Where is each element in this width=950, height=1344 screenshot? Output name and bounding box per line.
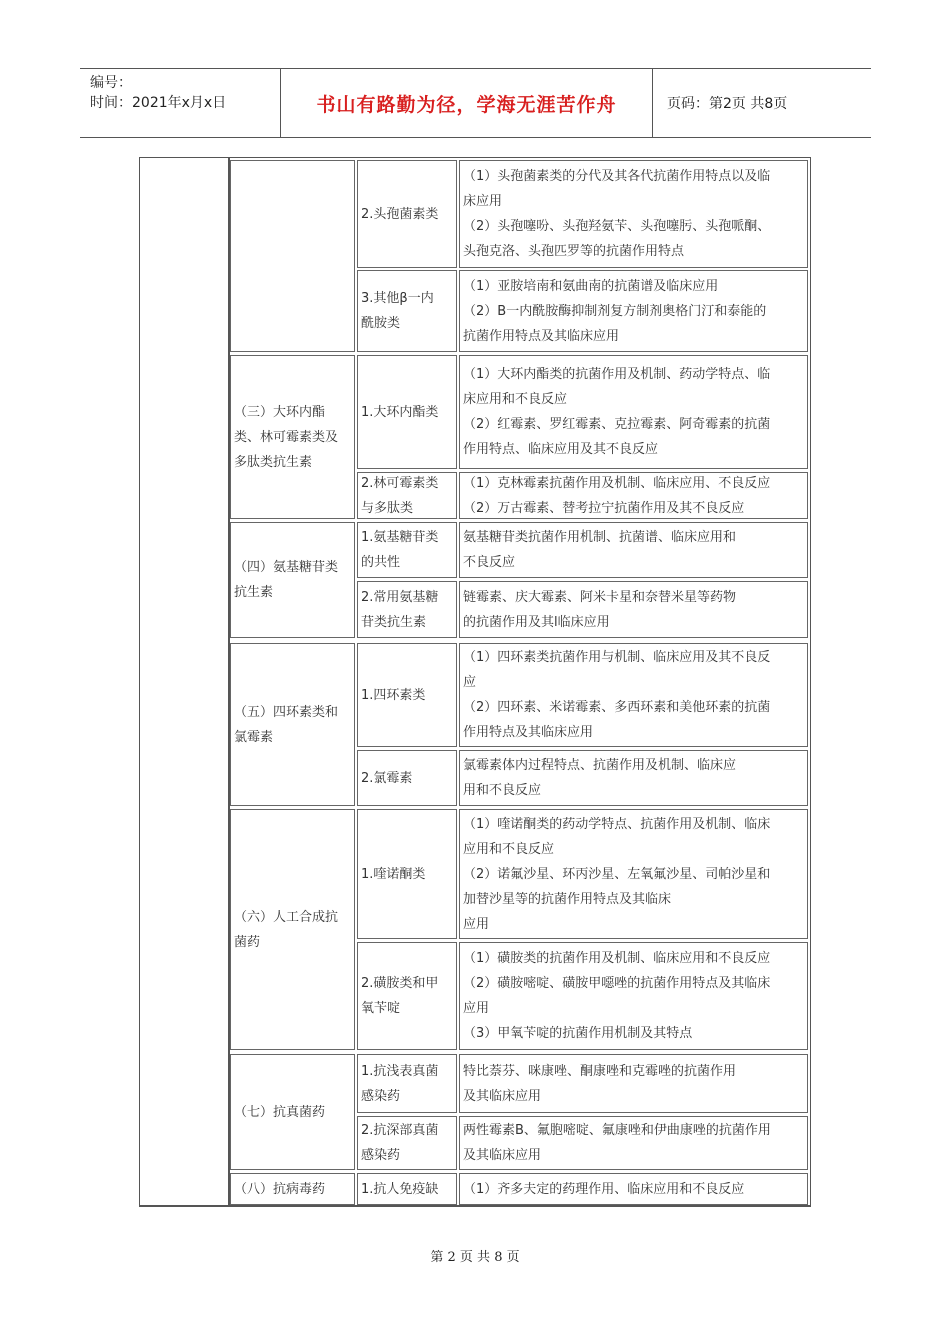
item-content-line: 两性霉素B、氟胞嘧啶、氟康唑和伊曲康唑的抗菌作用 [463, 1123, 771, 1138]
group-title-line: 抗生素 [234, 585, 274, 600]
item-content [459, 355, 808, 469]
item-content-text [463, 1059, 736, 1109]
group-title [230, 160, 355, 352]
item-content-line: 及其临床应用 [463, 1148, 542, 1163]
item-content-text [463, 1177, 744, 1202]
item-content-line: 应用和不良反应 [463, 841, 555, 857]
item-content-line: （1）四环素类抗菌作用与机制、临床应用及其不良反 [463, 650, 771, 665]
item-content-text [463, 753, 736, 803]
item-label-line: 2.常用氨基糖 [361, 589, 439, 605]
item-content-line: （2）B一内酰胺酶抑制剂复方制剂奥格门汀和泰能的 [463, 303, 767, 319]
item-content [459, 1116, 808, 1170]
item-content-line: 氨基糖苷类抗菌作用机制、抗菌谱、临床应用和 [463, 530, 737, 545]
item-label [357, 1054, 457, 1113]
group-title [230, 1054, 355, 1170]
item-content-line: 特比萘芬、咪康唑、酮康唑和克霉唑的抗菌作用 [463, 1063, 737, 1079]
item-content-line: 用和不良反应 [463, 783, 542, 798]
code-label: 编号： [90, 75, 132, 91]
item-content [459, 581, 808, 638]
item-content-text [463, 471, 770, 521]
group-title-line: （八）抗病毒药 [234, 1181, 326, 1197]
item-label-line: 苷类抗生素 [361, 614, 427, 630]
group-title-line: 菌药 [234, 934, 261, 950]
syllabus-table [139, 157, 811, 1207]
item-content-line: 作用特点、临床应用及其不良反应 [463, 442, 659, 457]
group-title [230, 355, 355, 519]
item-label-line: 感染药 [361, 1148, 401, 1163]
item-content-line: （2）四环素、米诺霉素、多西环素和美他环素的抗菌 [463, 700, 771, 715]
item-label [357, 355, 457, 469]
group-title [230, 1173, 355, 1205]
item-label-line: 与多肽类 [361, 500, 414, 516]
group-title-line: 多肽类抗生素 [234, 454, 313, 470]
item-label-line: 酰胺类 [361, 316, 401, 331]
group-title-line: 类、林可霉素类及 [234, 429, 339, 445]
item-content-line: 应用 [463, 916, 490, 932]
item-content-line: （1）亚胺培南和氨曲南的抗菌谱及临床应用 [463, 278, 719, 294]
group-title [230, 643, 355, 806]
group-title-text [234, 1100, 325, 1125]
item-content [459, 942, 808, 1050]
group-title-text [234, 400, 338, 475]
item-content-line: 的抗菌作用及其l临床应用 [463, 614, 610, 630]
item-label-line: 1.四环素类 [361, 687, 426, 703]
item-content-line: 应用 [463, 1001, 490, 1016]
header-page-number: 页码：第2页 共8页 [667, 96, 788, 112]
item-label-text [361, 683, 425, 708]
item-content-line: （1）大环内酯类的抗菌作用及机制、药动学特点、临 [463, 367, 771, 382]
item-content-line: 床应用 [463, 194, 503, 209]
item-content-line: （2）红霉素、罗红霉素、克拉霉素、阿奇霉素的抗菌 [463, 417, 771, 432]
item-content-line: （2）万古霉素、替考拉宁抗菌作用及其不良反应 [463, 500, 745, 516]
item-label-line: 2.抗深部真菌 [361, 1123, 439, 1138]
item-content-line: 及其临床应用 [463, 1088, 542, 1104]
item-content-line: （1）齐多夫定的药理作用、临床应用和不良反应 [463, 1181, 745, 1197]
item-label [357, 750, 457, 806]
item-label-line: 1.氨基糖苷类 [361, 530, 439, 545]
item-label-line: 的共性 [361, 555, 401, 570]
item-content-text [463, 525, 736, 575]
item-content-line: （2）诺氟沙星、环丙沙星、左氧氟沙星、司帕沙星和 [463, 866, 771, 882]
group-title [230, 809, 355, 1050]
group-title-line: （三）大环内酯 [234, 404, 326, 420]
item-label-text [361, 766, 412, 791]
item-label-line: 1.抗浅表真菌 [361, 1063, 439, 1079]
item-content-text [463, 274, 766, 349]
item-content-line: （2）头孢噻吩、头孢羟氨苄、头孢噻肟、头孢哌酮、 [463, 219, 771, 234]
group-title-line: （七）抗真菌药 [234, 1104, 326, 1120]
page-header [80, 68, 871, 138]
item-label-text [361, 1059, 438, 1109]
item-content-line: 链霉素、庆大霉素、阿米卡星和奈替米星等药物 [463, 589, 737, 605]
item-label-line: 1.喹诺酮类 [361, 866, 426, 882]
group-title-text [234, 555, 338, 605]
item-label-text [361, 1118, 438, 1168]
group-title-line: （五）四环素类和 [234, 704, 339, 720]
item-content-line: （1）磺胺类的抗菌作用及机制、临床应用和不良反应 [463, 951, 771, 966]
item-label-line: 2.头孢菌素类 [361, 206, 439, 222]
item-label [357, 160, 457, 268]
item-label-text [361, 1177, 438, 1202]
item-content-line: （1）克林霉素抗菌作用及机制、临床应用、不良反应 [463, 475, 771, 491]
time-label: 时间：2021年x月x日 [90, 95, 227, 111]
item-label-line: 2.磺胺类和甲 [361, 976, 439, 991]
item-label-text [361, 971, 438, 1021]
item-content-line: 抗菌作用特点及其临床应用 [463, 328, 620, 344]
item-content-line: 作用特点及其临床应用 [463, 725, 594, 740]
item-label-text [361, 585, 438, 635]
item-content-line: 氯霉素体内过程特点、抗菌作用及机制、临床应 [463, 758, 737, 773]
group-title-line: （四）氨基糖苷类 [234, 560, 339, 575]
item-content [459, 1054, 808, 1113]
item-label-text [361, 525, 438, 575]
item-label-text [361, 400, 438, 425]
item-content [459, 643, 808, 747]
header-meta [80, 69, 281, 137]
item-content-line: （1）喹诺酮类的药动学特点、抗菌作用及机制、临床 [463, 816, 771, 832]
item-content [459, 472, 808, 519]
item-label-line: 2.氯霉素 [361, 770, 413, 786]
group-title [230, 522, 355, 638]
item-label-line: 2.林可霉素类 [361, 475, 439, 491]
item-content-line: （2）磺胺嘧啶、磺胺甲噁唑的抗菌作用特点及其临床 [463, 976, 771, 991]
group-title-text [234, 1177, 325, 1202]
group-title-line: 氯霉素 [234, 729, 274, 745]
item-label-line: 1.抗人免疫缺 [361, 1181, 439, 1197]
item-label [357, 1116, 457, 1170]
item-content [459, 809, 808, 939]
item-content-text [463, 164, 770, 264]
item-content-text [463, 812, 770, 937]
item-label-line: 1.大环内酯类 [361, 404, 439, 420]
item-content-text [463, 585, 736, 635]
item-content-text [463, 946, 770, 1046]
group-title-line: （六）人工合成抗 [234, 909, 339, 925]
item-label [357, 270, 457, 352]
item-label-line: 氧苄啶 [361, 1001, 401, 1016]
item-label-text [361, 471, 438, 521]
item-label-text [361, 202, 438, 227]
item-label [357, 942, 457, 1050]
item-content-text [463, 362, 770, 462]
item-label [357, 1173, 457, 1205]
item-content [459, 1173, 808, 1205]
item-content-line: （1）头孢菌素类的分代及其各代抗菌作用特点以及临 [463, 169, 771, 184]
item-label [357, 809, 457, 939]
header-motto: 书山有路勤为径，学海无涯苦作舟 [281, 69, 653, 137]
item-label [357, 522, 457, 578]
page-footer: 第 2 页 共 8 页 [430, 1250, 520, 1265]
item-content [459, 522, 808, 578]
item-content-line: （3）甲氧苄啶的抗菌作用机制及其特点 [463, 1026, 693, 1041]
item-label-text [361, 862, 425, 887]
item-content [459, 270, 808, 352]
item-content-line: 床应用和不良反应 [463, 392, 568, 407]
item-label [357, 472, 457, 519]
item-content [459, 750, 808, 806]
item-content-text [463, 1118, 771, 1168]
item-content-line: 头孢克洛、头孢匹罗等的抗菌作用特点 [463, 244, 685, 259]
item-label-line: 3.其他β一内 [361, 291, 434, 306]
item-label [357, 581, 457, 638]
group-title-text [234, 700, 338, 750]
item-label-text [361, 286, 434, 336]
item-label-line: 感染药 [361, 1088, 401, 1104]
item-label [357, 643, 457, 747]
item-content-line: 应 [463, 675, 477, 690]
group-title-text [234, 905, 338, 955]
item-content-line: 加替沙星等的抗菌作用特点及其临床 [463, 891, 672, 907]
item-content-text [463, 645, 770, 745]
item-content [459, 160, 808, 268]
item-content-line: 不良反应 [463, 555, 516, 570]
